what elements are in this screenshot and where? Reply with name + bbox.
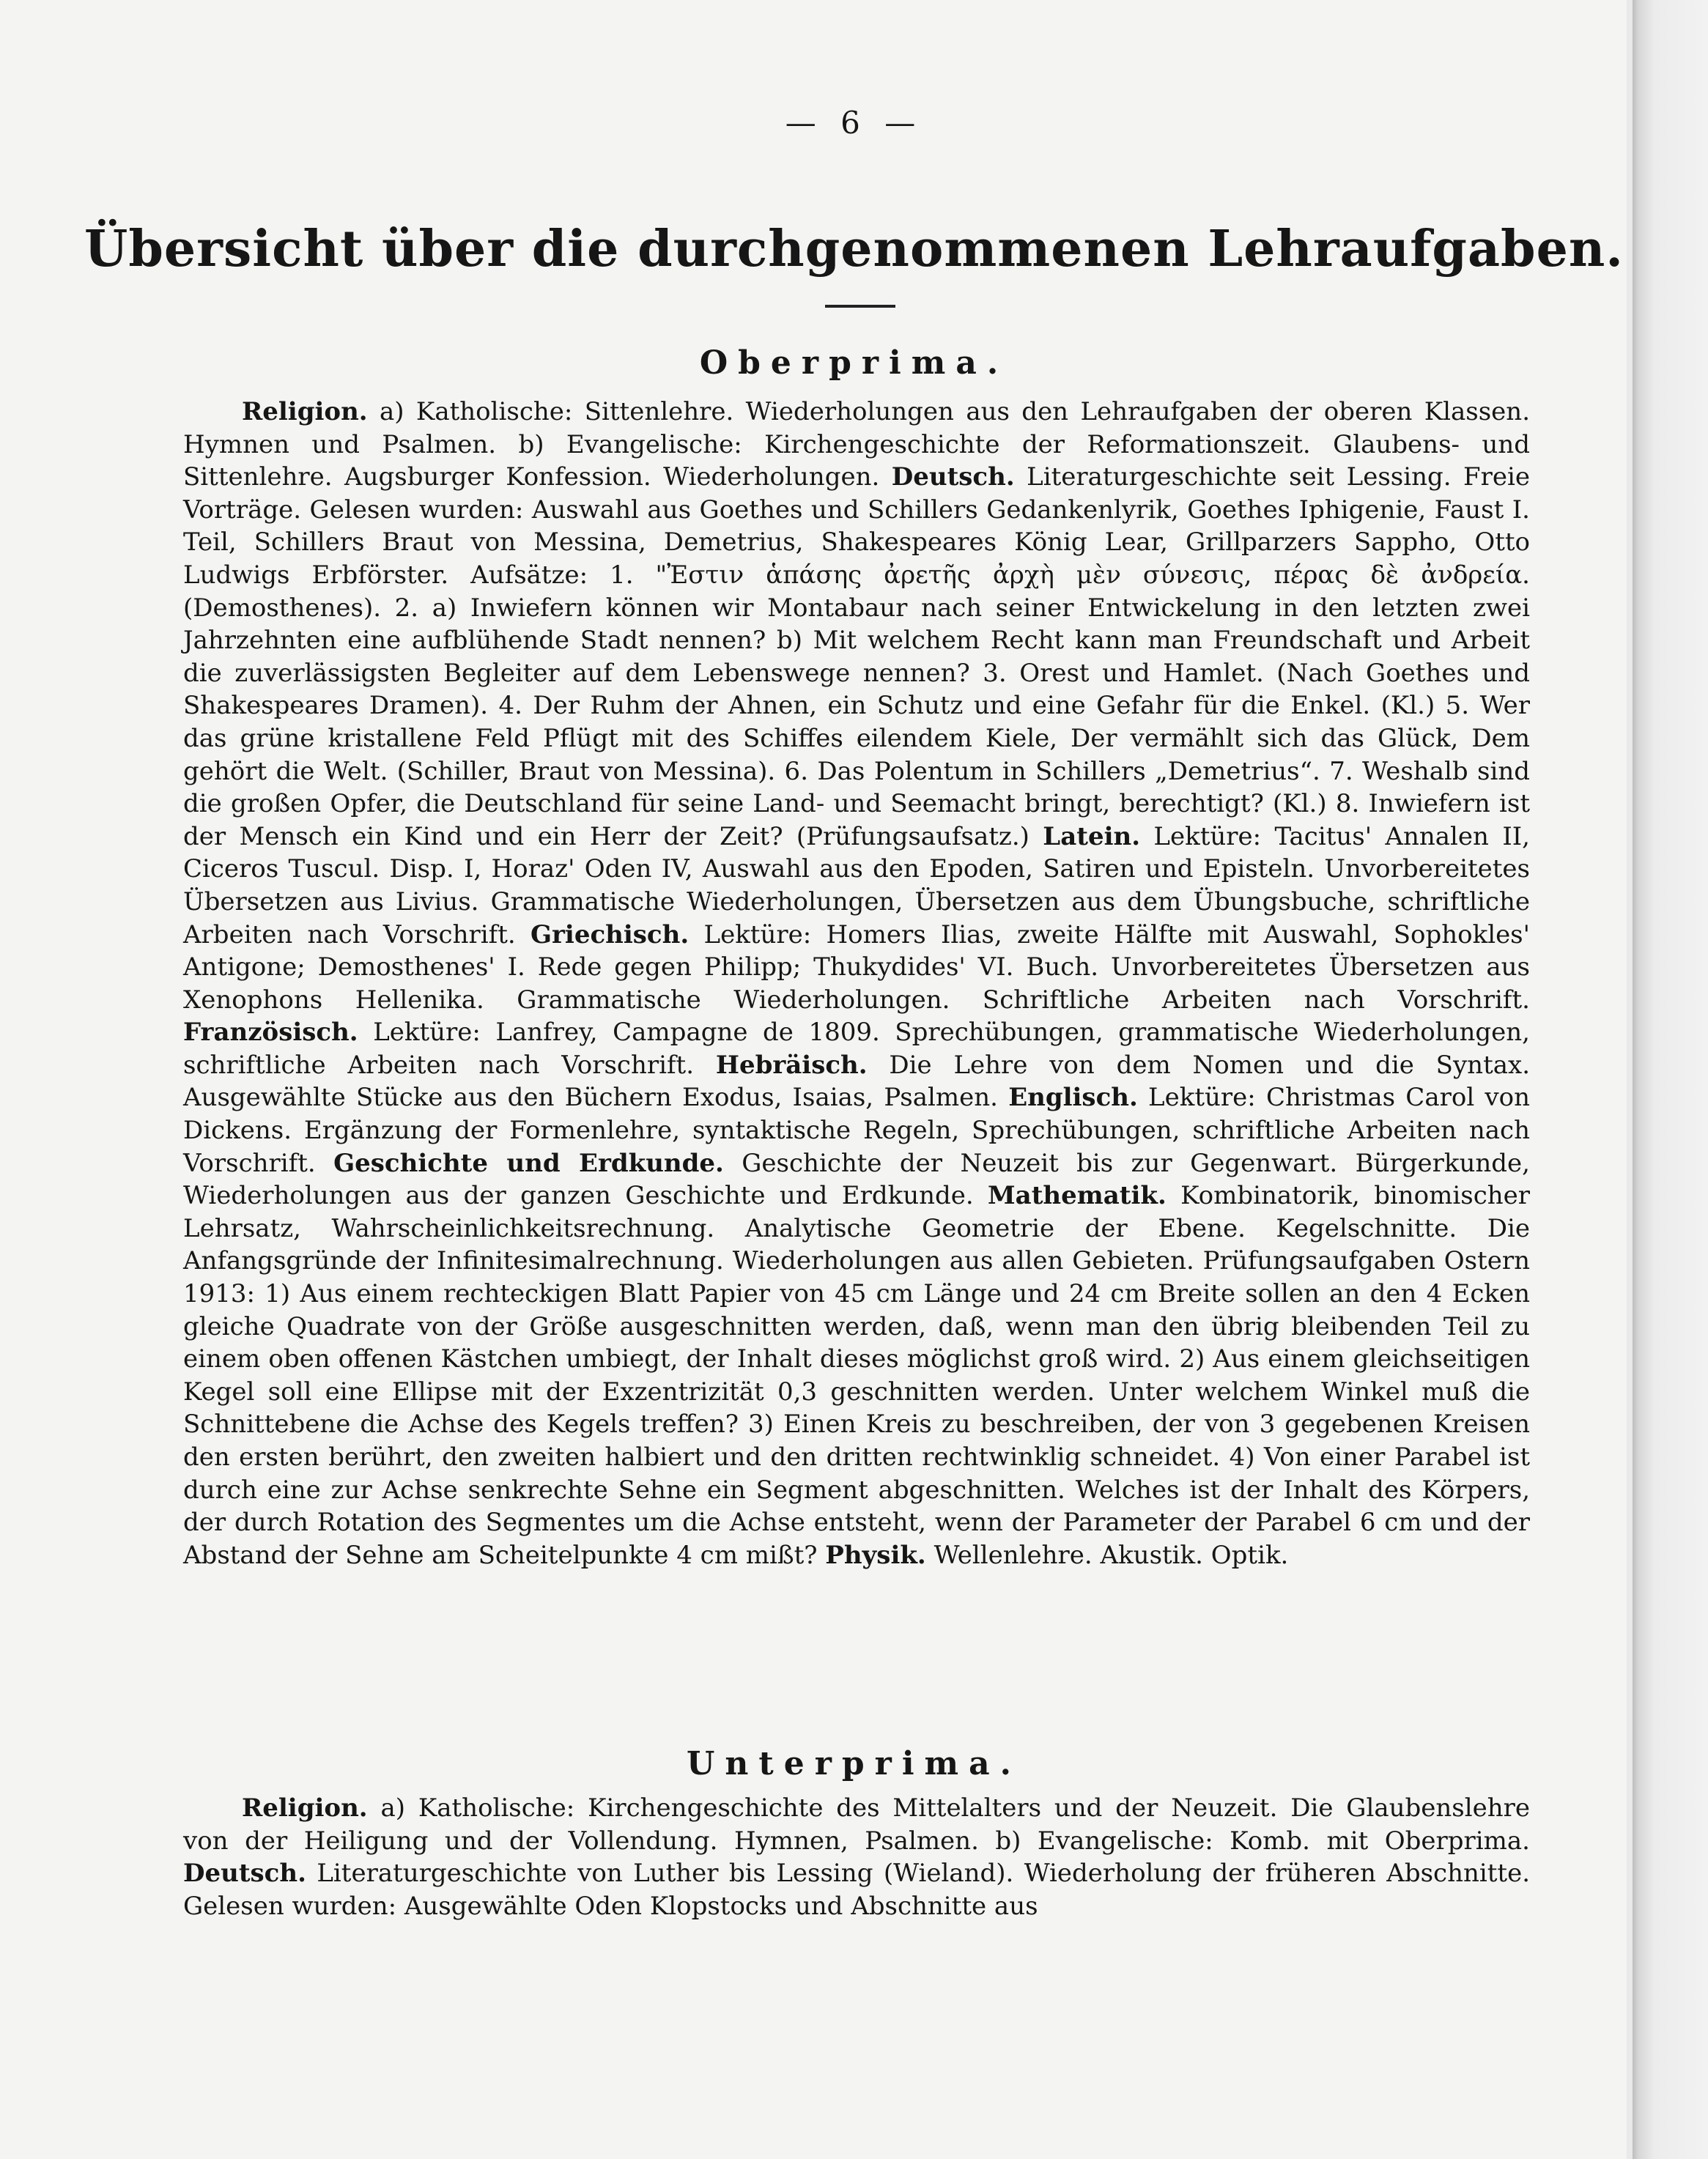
subject-label: Englisch. xyxy=(1008,1083,1138,1113)
subject-label: Religion. xyxy=(242,1793,368,1823)
subject-text: a) Katholische: Kirchengeschichte des Mittelalters und der Neuzeit. Die Glaubenslehre von der Heiligung und der Vollendung. Hymnen, Psalmen. b) Evangelische: Komb. mit Oberprima. xyxy=(183,1793,1530,1856)
subject-label: Mathematik. xyxy=(988,1181,1167,1211)
subject-text: Lektüre: Tacitus' Annalen II, Ciceros Tuscul. Disp. I, Horaz' Oden IV, Auswahl aus den Epoden, Satiren und Episteln. Unvorbereitetes Übersetzen aus Livius. Grammatische Wiederholungen, Übersetzen aus dem Übungsbuche, schriftliche Arbeiten nach Vorschrift. xyxy=(183,821,1530,949)
section-body-oberprima xyxy=(183,396,1530,1571)
section-heading-unterprima: Unterprima. xyxy=(687,1745,1021,1782)
section-heading-oberprima: Oberprima. xyxy=(699,344,1009,382)
subject-label: Hebräisch. xyxy=(715,1050,868,1080)
subject-text: Wellenlehre. Akustik. Optik. xyxy=(925,1540,1289,1570)
subject-label: Physik. xyxy=(825,1540,926,1570)
subject-text: Lektüre: Christmas Carol von Dickens. Ergänzung der Formenlehre, syntaktische Regeln, Sprechübungen, schriftliche Arbeiten nach Vorschrift. xyxy=(183,1083,1530,1178)
title-divider xyxy=(825,305,895,308)
page-title: Übersicht über die durchgenommenen Lehraufgaben. xyxy=(84,220,1624,278)
subject-label: Geschichte und Erdkunde. xyxy=(333,1148,724,1178)
subject-text: Literaturgeschichte von Luther bis Lessing (Wieland). Wiederholung der früheren Abschnitte. Gelesen wurden: Ausgewählte Oden Klopstocks und Abschnitte aus xyxy=(183,1859,1530,1921)
subject-label: Deutsch. xyxy=(183,1859,306,1889)
subject-text: Kombinatorik, binomischer Lehrsatz, Wahrscheinlichkeitsrechnung. Analytische Geometrie der Ebene. Kegelschnitte. Die Anfangsgründe der Infinitesimalrechnung. Wiederholungen aus allen Gebieten. Prüfungsaufgaben Ostern 1913: 1) Aus einem rechteckigen Blatt Papier von 45 cm Länge und 24 cm Breite sollen an den 4 Ecken gleiche Quadrate von der Größe ausgeschnitten werden, daß, wenn man den übrig bleibenden Teil zu einem oben offenen Kästchen umbiegt, der Inhalt dieses möglichst groß wird. 2) Aus einem gleichseitigen Kegel soll eine Ellipse mit der Exzentrizität 0,3 geschnitten werden. Unter welchem Winkel muß die Schnittebene die Achse des Kegels treffen? 3) Einen Kreis zu beschreiben, der von 3 gegebenen Kreisen den ersten berührt, den zweiten halbiert und den dritten rechtwinklig schneidet. 4) Von einer Parabel ist durch eine zur Achse senkrechte Sehne ein Segment abgeschnitten. Welches ist der Inhalt des Körpers, der durch Rotation des Segmentes um die Achse entsteht, wenn der Parameter der Parabel 6 cm und der Abstand der Sehne am Scheitelpunkte 4 cm mißt? xyxy=(183,1181,1531,1570)
subject-label: Latein. xyxy=(1043,821,1141,851)
subject-text: Geschichte der Neuzeit bis zur Gegenwart. Bürgerkunde, Wiederholungen aus der ganzen Geschichte und Erdkunde. xyxy=(183,1148,1530,1211)
subject-label: Französisch. xyxy=(183,1018,358,1048)
subject-text: a) Katholische: Sittenlehre. Wiederholungen aus den Lehraufgaben der oberen Klassen. Hymnen und Psalmen. b) Evangelische: Kirchengeschichte der Reformationszeit. Glaubens- und Sittenlehre. Augsburger Konfession. Wiederholungen. xyxy=(183,397,1530,492)
section-body-unterprima xyxy=(183,1792,1530,1922)
page-number: — 6 — xyxy=(785,105,923,141)
subject-label: Griechisch. xyxy=(530,919,690,949)
subject-label: Deutsch. xyxy=(891,462,1015,492)
subject-text: Lektüre: Homers Ilias, zweite Hälfte mit Auswahl, Sophokles' Antigone; Demosthenes' I. Rede gegen Philipp; Thukydides' VI. Buch. Unvorbereitetes Übersetzen aus Xenophons Hellenika. Grammatische Wiederholungen. Schriftliche Arbeiten nach Vorschrift. xyxy=(183,919,1530,1015)
subject-text: Die Lehre von dem Nomen und die Syntax. Ausgewählte Stücke aus den Büchern Exodus, Isaias, Psalmen. xyxy=(183,1050,1530,1113)
subject-label: Religion. xyxy=(242,397,368,426)
page-edge-shadow xyxy=(1633,0,1708,2159)
subject-text: Literaturgeschichte seit Lessing. Freie Vorträge. Gelesen wurden: Auswahl aus Goethes und Schillers Gedankenlyrik, Goethes Iphigenie, Faust I. Teil, Schillers Braut von Messina, Demetrius, Shakespeares König Lear, Grillparzers Sappho, Otto Ludwigs Erbförster. Aufsätze: 1. "Ἐστιν ἁπάσης ἀρετῆς ἀρχὴ μὲν σύνεσις, πέρας δὲ ἀνδρεία. (Demosthenes). 2. a) Inwiefern können wir Montabaur nach seiner Entwickelung in den letzten zwei Jahrzehnten eine aufblühende Stadt nennen? b) Mit welchem Recht kann man Freundschaft und Arbeit die zuverlässigsten Begleiter auf dem Lebenswege nennen? 3. Orest und Hamlet. (Nach Goethes und Shakespeares Dramen). 4. Der Ruhm der Ahnen, ein Schutz und eine Gefahr für die Enkel. (Kl.) 5. Wer das grüne kristallene Feld Pflügt mit des Schiffes eilendem Kiele, Der vermählt sich das Glück, Dem gehört die Welt. (Schiller, Braut von Messina). 6. Das Polentum in Schillers „Demetrius“. 7. Weshalb sind die großen Opfer, die Deutschland für seine Land- und Seemacht bringt, berechtigt? (Kl.) 8. Inwiefern ist der Mensch ein Kind und ein Herr der Zeit? (Prüfungsaufsatz.) xyxy=(183,462,1530,851)
subject-text: Lektüre: Lanfrey, Campagne de 1809. Sprechübungen, grammatische Wiederholungen, schriftliche Arbeiten nach Vorschrift. xyxy=(183,1018,1530,1080)
